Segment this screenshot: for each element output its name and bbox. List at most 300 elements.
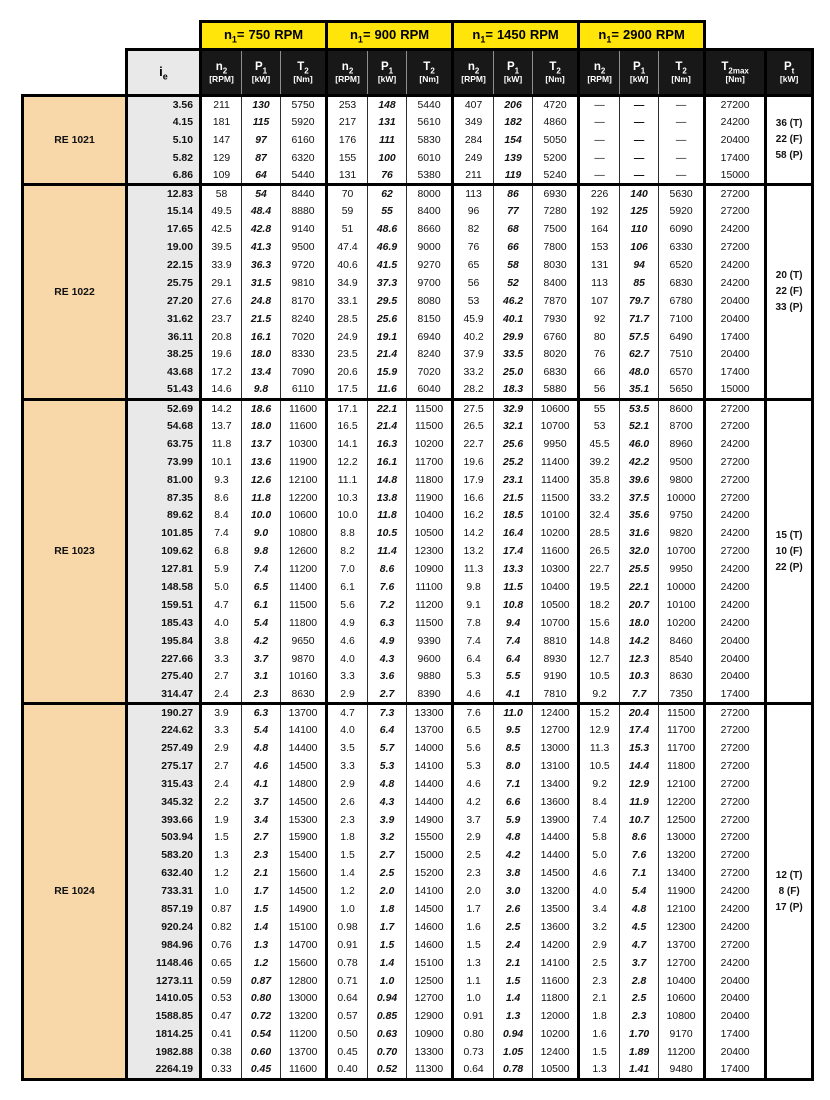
value-cell: 0.80 [242,990,281,1008]
value-cell: 2.3 [242,686,281,704]
value-cell: 15600 [281,954,327,972]
t2max-cell: 24200 [705,113,766,131]
col-header-pt [766,50,813,96]
value-cell: 10500 [533,1062,579,1080]
col-symbol-sub: 1 [640,65,646,75]
value-cell: 182 [494,113,533,131]
value-cell: 37.9 [453,346,494,364]
value-cell: 10160 [281,668,327,686]
value-cell: 1.8 [579,1008,620,1026]
value-cell: 29.9 [494,328,533,346]
col-symbol [494,61,532,75]
ie-cell: 89.62 [127,507,201,525]
col-header-n2-750 [201,50,242,96]
value-cell: 12200 [281,489,327,507]
value-cell: 41.3 [242,239,281,257]
value-cell: 0.40 [327,1062,368,1080]
ie-cell: 984.96 [127,936,201,954]
col-header-t2max [705,50,766,96]
value-cell: 10900 [407,561,453,579]
value-cell: 42.8 [242,221,281,239]
value-cell: 206 [494,96,533,114]
t2max-cell: 17400 [705,149,766,167]
value-cell: 6.4 [368,722,407,740]
value-cell: 7.6 [453,704,494,722]
value-cell: — [579,113,620,131]
value-cell: 12.9 [620,775,659,793]
t2max-cell: 24200 [705,614,766,632]
value-cell: 19.5 [579,579,620,597]
value-cell: 10200 [659,614,705,632]
t2max-cell: 17400 [705,1062,766,1080]
value-cell: 15500 [407,829,453,847]
value-cell: 3.7 [620,954,659,972]
value-cell: 16.5 [327,418,368,436]
ie-cell: 1273.11 [127,972,201,990]
t2max-cell: 24200 [705,257,766,275]
value-cell: 1.3 [579,1062,620,1080]
value-cell: 13400 [533,775,579,793]
value-cell: 28.5 [327,310,368,328]
value-cell: 18.0 [242,418,281,436]
value-cell: 7.3 [368,704,407,722]
value-cell: 0.80 [453,1026,494,1044]
value-cell: 10300 [533,561,579,579]
value-cell: 13500 [533,901,579,919]
value-cell: 62 [368,185,407,203]
col-symbol [620,61,658,75]
value-cell: 19.6 [201,346,242,364]
value-cell: 14800 [281,775,327,793]
value-cell: 11500 [659,704,705,722]
value-cell: 15100 [407,954,453,972]
value-cell: 1.5 [327,847,368,865]
value-cell: 6.1 [242,596,281,614]
col-symbol-letter: P [254,60,263,73]
col-symbol [454,61,493,75]
value-cell: 0.60 [242,1044,281,1062]
col-symbol-sub: 1 [514,65,520,75]
value-cell: 7280 [533,203,579,221]
column-header-row [23,50,813,96]
value-cell: 1.3 [242,936,281,954]
value-cell: 2.5 [453,847,494,865]
value-cell: 39.2 [579,453,620,471]
value-cell: 15.6 [579,614,620,632]
value-cell: 5920 [281,113,327,131]
value-cell: 217 [327,113,368,131]
speed-value: 2900 [622,26,652,42]
table-row [23,382,813,400]
value-cell: 3.6 [368,668,407,686]
value-cell: — [579,96,620,114]
value-cell: 8440 [281,185,327,203]
table-row [23,847,813,865]
value-cell: 2.5 [368,865,407,883]
table-row [23,561,813,579]
t2max-cell: 17400 [705,328,766,346]
value-cell: — [579,149,620,167]
value-cell: 8630 [659,668,705,686]
t2max-cell: 27200 [705,722,766,740]
value-cell: 0.64 [453,1062,494,1080]
ie-cell: 583.20 [127,847,201,865]
ie-cell: 314.47 [127,686,201,704]
value-cell: 14500 [281,757,327,775]
t2max-cell: 27200 [705,418,766,436]
col-symbol-sub: 2 [474,65,480,75]
value-cell: 10400 [533,579,579,597]
value-cell: 11800 [281,614,327,632]
value-cell: 5.4 [242,722,281,740]
value-cell: 6.1 [327,579,368,597]
table-row [23,543,813,561]
ie-cell: 503.94 [127,829,201,847]
value-cell: 10200 [533,1026,579,1044]
ie-cell: 315.43 [127,775,201,793]
value-cell: 20.8 [201,328,242,346]
ie-cell: 3.56 [127,96,201,114]
col-header-n2-2900 [579,50,620,96]
value-cell: 0.64 [327,990,368,1008]
ie-cell: 224.62 [127,722,201,740]
pt-line: 12 (T) [775,869,803,881]
value-cell: 3.4 [242,811,281,829]
value-cell: 6110 [281,382,327,400]
value-cell: 17.4 [620,722,659,740]
value-cell: 8.0 [494,757,533,775]
value-cell: 3.2 [579,918,620,936]
value-cell: 10200 [533,525,579,543]
value-cell: 2.1 [494,954,533,972]
value-cell: 6520 [659,257,705,275]
value-cell: 1.41 [620,1062,659,1080]
value-cell: 4.3 [368,650,407,668]
value-cell: 0.52 [368,1062,407,1080]
value-cell: 25.6 [494,435,533,453]
value-cell: 22.1 [620,579,659,597]
value-cell: 17.2 [201,364,242,382]
table-row [23,435,813,453]
value-cell: 7350 [659,686,705,704]
value-cell: 8330 [281,346,327,364]
speed-unit: RPM [274,26,304,42]
value-cell: 8400 [533,274,579,292]
value-cell: 9390 [407,632,453,650]
value-cell: 14500 [281,793,327,811]
t2max-cell: 27200 [705,239,766,257]
ie-cell: 17.65 [127,221,201,239]
value-cell: — [659,149,705,167]
value-cell: 7500 [533,221,579,239]
value-cell: 9480 [659,1062,705,1080]
col-symbol-letter: n [467,60,475,73]
ie-cell: 54.68 [127,418,201,436]
col-symbol-letter: P [507,60,515,73]
value-cell: 23.1 [494,471,533,489]
value-cell: 10.0 [242,507,281,525]
value-cell: 1.7 [242,883,281,901]
speed-symbol-sub: 1 [606,34,612,45]
value-cell: 48.6 [368,221,407,239]
value-cell: 11.4 [368,543,407,561]
value-cell: 14200 [533,936,579,954]
col-symbol-letter: T [423,60,431,73]
value-cell: 10100 [533,507,579,525]
value-cell: 39.6 [620,471,659,489]
value-cell: 10000 [659,489,705,507]
value-cell: 1.9 [201,811,242,829]
value-cell: 15.3 [620,740,659,758]
value-cell: 2.7 [201,757,242,775]
value-cell: 21.4 [368,346,407,364]
value-cell: 2.9 [453,829,494,847]
value-cell: 13.7 [201,418,242,436]
col-symbol-sub: 2max [728,65,749,75]
value-cell: 13.2 [453,543,494,561]
value-cell: 11700 [407,453,453,471]
value-cell: 0.50 [327,1026,368,1044]
value-cell: 11600 [281,418,327,436]
t2max-cell: 17400 [705,686,766,704]
value-cell: 1.4 [494,990,533,1008]
ie-cell: 27.20 [127,292,201,310]
col-header-p1-1450 [494,50,533,96]
value-cell: 131 [579,257,620,275]
value-cell: 0.76 [201,936,242,954]
value-cell: 11800 [533,990,579,1008]
speed-header-row [23,22,813,50]
table-row [23,811,813,829]
value-cell: 25.6 [368,310,407,328]
table-row [23,775,813,793]
t2max-cell: 20400 [705,668,766,686]
value-cell: 31.5 [242,274,281,292]
t2max-cell: 27200 [705,847,766,865]
value-cell: 8150 [407,310,453,328]
value-cell: 2.3 [620,1008,659,1026]
value-cell: 11300 [407,1062,453,1080]
table-row [23,257,813,275]
value-cell: 2.3 [242,847,281,865]
t2max-cell: 24200 [705,274,766,292]
value-cell: 2.4 [494,936,533,954]
value-cell: 5.9 [201,561,242,579]
value-cell: 77 [494,203,533,221]
value-cell: 33.2 [579,489,620,507]
value-cell: 11900 [407,489,453,507]
table-row [23,990,813,1008]
value-cell: 12500 [659,811,705,829]
value-cell: 11.8 [201,435,242,453]
pt-cell [766,185,813,400]
value-cell: 5610 [407,113,453,131]
col-symbol [407,61,451,75]
col-symbol [281,61,325,75]
value-cell: 12800 [281,972,327,990]
value-cell: 11600 [281,1062,327,1080]
value-cell: 3.3 [327,757,368,775]
value-cell: 4.2 [494,847,533,865]
value-cell: 9190 [533,668,579,686]
table-row [23,918,813,936]
value-cell: 11.0 [494,704,533,722]
value-cell: 8.6 [368,561,407,579]
table-row [23,883,813,901]
value-cell: 92 [579,310,620,328]
value-cell: 42.5 [201,221,242,239]
value-cell: 13700 [281,704,327,722]
value-cell: 19.1 [368,328,407,346]
value-cell: 6040 [407,382,453,400]
value-cell: 13.3 [494,561,533,579]
value-cell: 31.6 [620,525,659,543]
ie-cell: 73.99 [127,453,201,471]
value-cell: 13300 [407,1044,453,1062]
value-cell: 1.5 [494,972,533,990]
table-row [23,793,813,811]
value-cell: 2.5 [620,990,659,1008]
table-row [23,346,813,364]
value-cell: 11200 [281,561,327,579]
ie-cell: 36.11 [127,328,201,346]
value-cell: 1.2 [242,954,281,972]
t2max-cell: 27200 [705,829,766,847]
value-cell: 176 [327,131,368,149]
col-symbol-letter: P [783,60,792,73]
t2max-cell: 27200 [705,775,766,793]
value-cell: 47.4 [327,239,368,257]
value-cell: 10.3 [620,668,659,686]
value-cell: 6.8 [201,543,242,561]
value-cell: 9870 [281,650,327,668]
value-cell: 53 [579,418,620,436]
value-cell: 13.4 [242,364,281,382]
value-cell: 9270 [407,257,453,275]
value-cell: 7.6 [620,847,659,865]
t2max-cell: 24200 [705,561,766,579]
table-row [23,668,813,686]
value-cell: 65 [453,257,494,275]
table-row [23,96,813,114]
t2max-cell: 27200 [705,936,766,954]
value-cell: 3.7 [242,650,281,668]
value-cell: 9.8 [242,543,281,561]
value-cell: 13100 [533,757,579,775]
speed-unit: RPM [529,26,559,42]
value-cell: 2.5 [579,954,620,972]
value-cell: 15100 [281,918,327,936]
value-cell: 18.2 [579,596,620,614]
ie-cell: 25.75 [127,274,201,292]
value-cell: 8930 [533,650,579,668]
value-cell: 15.2 [579,704,620,722]
col-unit: [RPM] [461,74,486,85]
value-cell: 4.2 [242,632,281,650]
ie-cell: 31.62 [127,310,201,328]
value-cell: 8000 [407,185,453,203]
value-cell: 155 [327,149,368,167]
value-cell: 5920 [659,203,705,221]
value-cell: — [620,96,659,114]
value-cell: 8.4 [201,507,242,525]
ie-cell: 63.75 [127,435,201,453]
value-cell: 5240 [533,167,579,185]
table-row [23,525,813,543]
value-cell: 5.4 [242,614,281,632]
value-cell: 3.7 [242,793,281,811]
col-symbol [706,61,764,75]
value-cell: 11500 [407,400,453,418]
table-row [23,203,813,221]
model-cell: RE 1022 [23,185,127,400]
table-row [23,185,813,203]
table-row [23,1026,813,1044]
speed-value: 900 [374,26,397,42]
t2max-cell: 24200 [705,579,766,597]
value-cell: 14700 [281,936,327,954]
table-row [23,453,813,471]
value-cell: 64 [242,167,281,185]
value-cell: 11400 [281,579,327,597]
value-cell: 10100 [659,596,705,614]
value-cell: 1.3 [453,954,494,972]
value-cell: 36.3 [242,257,281,275]
speed-symbol-sub: 1 [231,34,237,45]
value-cell: 33.1 [327,292,368,310]
pt-cell [766,96,813,185]
value-cell: 7870 [533,292,579,310]
value-cell: 8810 [533,632,579,650]
value-cell: — [620,149,659,167]
col-header-t2-2900 [659,50,705,96]
value-cell: 9500 [659,453,705,471]
value-cell: 45.9 [453,310,494,328]
value-cell: 14400 [281,740,327,758]
value-cell: 49.5 [201,203,242,221]
value-cell: 10.0 [327,507,368,525]
col-unit: [Nm] [419,74,439,85]
value-cell: 5380 [407,167,453,185]
t2max-cell: 27200 [705,757,766,775]
value-cell: 211 [453,167,494,185]
value-cell: 2.6 [327,793,368,811]
speed-symbol-sub: 1 [480,34,486,45]
value-cell: 4.0 [327,650,368,668]
value-cell: 1.8 [327,829,368,847]
value-cell: 35.8 [579,471,620,489]
value-cell: 0.63 [368,1026,407,1044]
table-row [23,507,813,525]
value-cell: 3.8 [494,865,533,883]
value-cell: 131 [368,113,407,131]
value-cell: 9.2 [579,775,620,793]
t2max-cell: 27200 [705,185,766,203]
table-row [23,865,813,883]
value-cell: 13000 [659,829,705,847]
value-cell: 1.70 [620,1026,659,1044]
col-header-t2-900 [407,50,453,96]
value-cell: 10400 [407,507,453,525]
value-cell: 10.1 [201,453,242,471]
value-cell: 40.2 [453,328,494,346]
value-cell: 1.4 [242,918,281,936]
value-cell: 0.87 [201,901,242,919]
value-cell: 5.5 [494,668,533,686]
value-cell: 80 [579,328,620,346]
col-unit: [kW] [377,74,397,85]
value-cell: 5650 [659,382,705,400]
